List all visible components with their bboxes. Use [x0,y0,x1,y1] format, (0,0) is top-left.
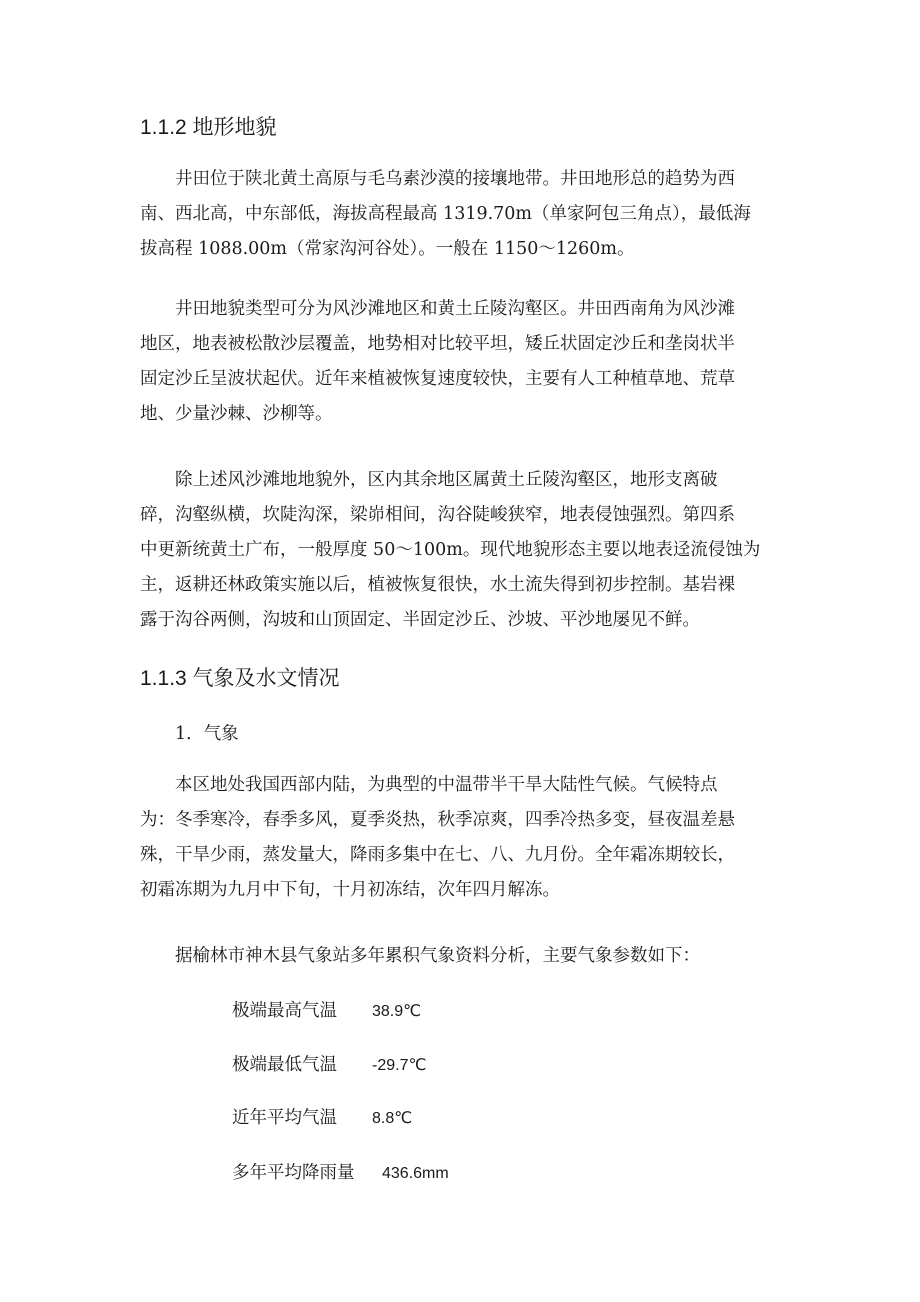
section-heading-climate-hydrology: 1.1.3 气象及水文情况 [140,667,340,690]
paragraph-line: 殊，干旱少雨，蒸发量大，降雨多集中在七、八、九月份。全年霜冻期较长， [140,845,735,865]
parameter-value: 38.9℃ [372,1003,422,1020]
paragraph-line: 地区，地表被松散沙层覆盖，地势相对比较平坦，矮丘状固定沙丘和垄岗状半 [140,334,735,354]
paragraph-line: 据榆林市神木县气象站多年累积气象资料分析，主要气象参数如下： [175,946,700,966]
paragraph-climate-overview [140,768,780,908]
paragraph-line: 地、少量沙棘、沙柳等。 [140,404,333,424]
paragraph-line: 井田位于陕北黄土高原与毛乌素沙漠的接壤地带。井田地形总的趋势为西 [175,169,735,189]
section-heading-terrain: 1.1.2 地形地貌 [140,116,277,139]
parameter-min-temperature [232,1048,426,1083]
parameter-value: -29.7℃ [372,1057,427,1074]
paragraph-line: 南、西北高，中东部低，海拔高程最高 1319.70m（单家阿包三角点），最低海 [140,204,751,224]
paragraph-line: 中更新统黄土广布，一般厚度 50～100m。现代地貌形态主要以地表迳流侵蚀为 [140,540,761,560]
paragraph-climate-source [140,939,780,974]
parameter-label: 多年平均降雨量 [232,1163,355,1183]
parameter-label: 极端最低气温 [232,1055,337,1075]
parameter-max-temperature [232,994,421,1029]
paragraph-line: 碎，沟壑纵横，坎陡沟深，梁峁相间，沟谷陡峻狭窄，地表侵蚀强烈。第四系 [140,505,735,525]
paragraph-line: 井田地貌类型可分为风沙滩地区和黄土丘陵沟壑区。井田西南角为风沙滩 [175,299,735,319]
paragraph-line: 主，返耕还林政策实施以后，植被恢复很快，水土流失得到初步控制。基岩裸 [140,575,735,595]
parameter-label: 极端最高气温 [232,1001,337,1021]
parameter-label: 近年平均气温 [232,1108,337,1128]
paragraph-landform-types [140,292,780,432]
paragraph-line: 除上述风沙滩地地貌外，区内其余地区属黄土丘陵沟壑区，地形支离破 [175,470,718,490]
paragraph-line: 初霜冻期为九月中下旬，十月初冻结，次年四月解冻。 [140,880,560,900]
parameter-value: 436.6mm [382,1165,449,1182]
paragraph-line: 本区地处我国西部内陆，为典型的中温带半干旱大陆性气候。气候特点 [175,775,718,795]
subheading-climate: 1．气象 [175,724,239,744]
paragraph-line: 固定沙丘呈波状起伏。近年来植被恢复速度较快，主要有人工种植草地、荒草 [140,369,735,389]
paragraph-line: 拔高程 1088.00m（常家沟河谷处）。一般在 1150～1260m。 [140,239,635,259]
paragraph-loess-hills [140,463,780,638]
paragraph-terrain-overview [140,162,780,267]
parameter-value: 8.8℃ [372,1110,413,1127]
parameter-mean-temperature [232,1101,412,1136]
parameter-mean-rainfall [232,1156,449,1191]
paragraph-line: 露于沟谷两侧，沟坡和山顶固定、半固定沙丘、沙坡、平沙地屡见不鲜。 [140,610,700,630]
paragraph-line: 为：冬季寒冷，春季多风，夏季炎热，秋季凉爽，四季冷热多变，昼夜温差悬 [140,810,735,830]
